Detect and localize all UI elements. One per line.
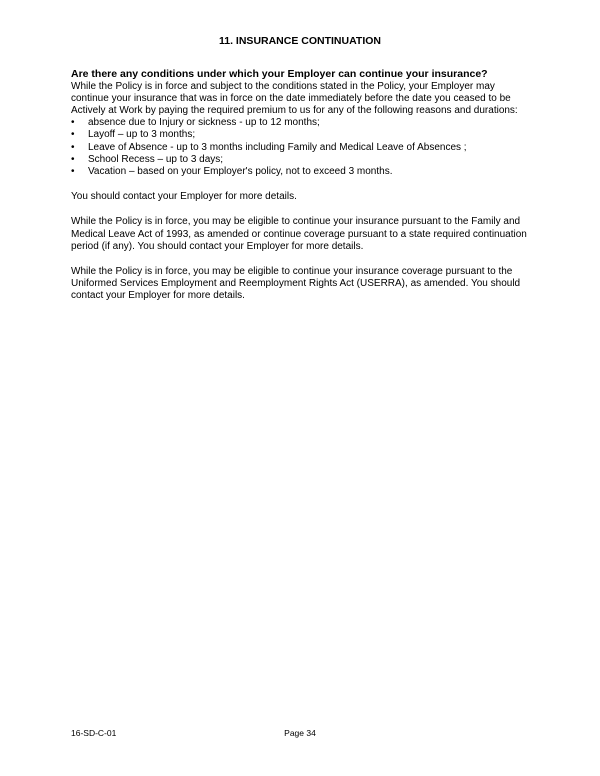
list-item	[71, 166, 531, 178]
question-heading: Are there any conditions under which your Employer can continue your insurance?	[71, 68, 488, 80]
page-number: Page 34	[284, 728, 316, 738]
duration-list	[71, 117, 531, 178]
form-code: 16-SD-C-01	[71, 728, 117, 738]
list-item-text: School Recess – up to 3 days;	[88, 153, 224, 165]
bullet-icon: •	[71, 165, 75, 177]
section-title: 11. INSURANCE CONTINUATION	[219, 35, 381, 47]
bullet-icon: •	[71, 141, 75, 153]
section-content	[71, 68, 531, 303]
list-item-text: Vacation – based on your Employer's policy, not to exceed 3 months.	[88, 165, 393, 177]
bullet-icon: •	[71, 153, 75, 165]
list-item-text: Leave of Absence - up to 3 months including Family and Medical Leave of Absences ;	[88, 141, 467, 153]
list-item-text: absence due to Injury or sickness - up to 12 months;	[88, 117, 320, 129]
list-item	[71, 117, 531, 129]
fmla-paragraph: While the Policy is in force, you may be eligible to continue your insurance pursuant to the Family and Medical Leave Act of 1993, as amended or continue coverage pursuant to a state required continuation period (if any). You should contact your Employer for more details.	[71, 216, 527, 252]
bullet-icon: •	[71, 117, 75, 129]
list-item	[71, 129, 531, 141]
contact-paragraph: You should contact your Employer for more details.	[71, 191, 297, 203]
bullet-icon: •	[71, 129, 75, 141]
list-item	[71, 154, 531, 166]
list-item	[71, 142, 531, 154]
intro-paragraph: While the Policy is in force and subject to the conditions stated in the Policy, your Employer may continue your insurance that was in force on the date immediately before the date you ceased to be Actively at Work by paying the required premium to us for any of the following reasons and durations:	[71, 80, 518, 116]
list-item-text: Layoff – up to 3 months;	[88, 129, 196, 141]
userra-paragraph: While the Policy is in force, you may be eligible to continue your insurance coverage pursuant to the Uniformed Services Employment and Reemployment Rights Act (USERRA), as amended. You should contact your Employer for more details.	[71, 265, 521, 302]
